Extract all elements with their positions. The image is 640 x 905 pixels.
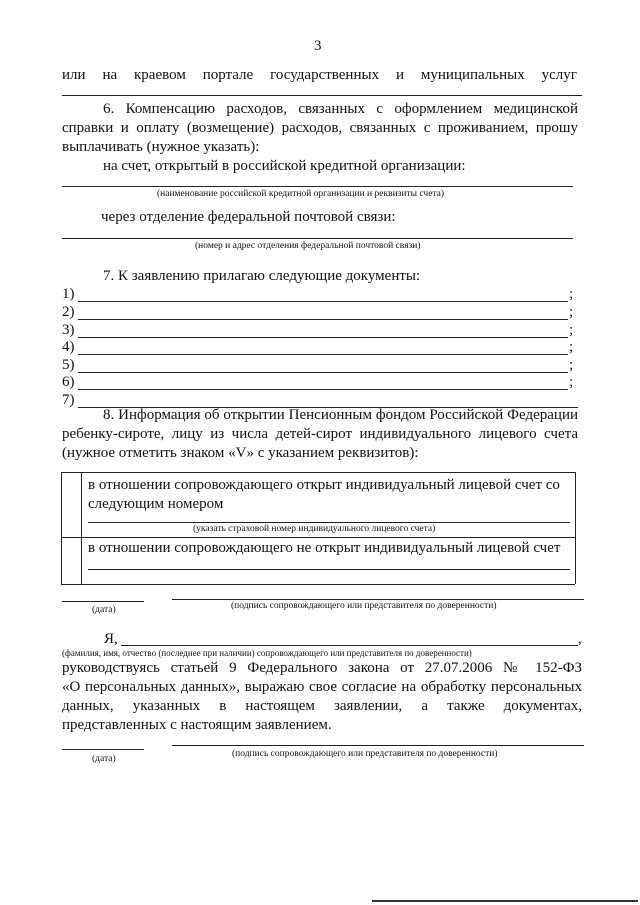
header-word: государственных xyxy=(270,67,380,83)
section6-line2: справки и оплату (возмещение) расходов, связанных с проживанием, прошу xyxy=(62,120,578,136)
fio-field-line[interactable] xyxy=(121,645,578,646)
document-item-line[interactable] xyxy=(78,372,568,373)
table-column-divider xyxy=(81,472,82,584)
document-item-line[interactable] xyxy=(78,301,568,302)
post-field-line[interactable] xyxy=(62,238,573,239)
table-right-border xyxy=(575,472,576,584)
sign1-line[interactable] xyxy=(172,599,584,600)
post-label: через отделение федеральной почтовой связи: xyxy=(101,209,396,225)
row1-caption: (указать страховой номер индивидуального лицевого счета) xyxy=(193,524,436,534)
section8-line3: (нужное отметить знаком «V» с указанием реквизитов): xyxy=(62,445,419,461)
section7-heading: 7. К заявлению прилагаю следующие документы: xyxy=(103,268,421,284)
document-item-line[interactable] xyxy=(78,337,568,338)
table-row-divider xyxy=(61,537,575,538)
document-item-number: 5) xyxy=(62,357,75,373)
header-word: портале xyxy=(202,67,254,83)
section8-line1: 8. Информация об открытии Пенсионным фондом Российской Федерации xyxy=(103,407,578,423)
account-field-line[interactable] xyxy=(62,186,573,187)
document-item-terminator: ; xyxy=(569,339,574,355)
date2-caption: (дата) xyxy=(92,754,116,764)
table-bottom-border xyxy=(61,584,575,585)
sign2-line[interactable] xyxy=(172,745,584,746)
account-caption: (наименование российской кредитной организации и реквизиты счета) xyxy=(157,189,445,199)
page-number: 3 xyxy=(314,38,322,54)
header-word: краевом xyxy=(134,67,186,83)
post-caption: (номер и адрес отделения федеральной почтовой связи) xyxy=(195,241,421,251)
section6-line1: 6. Компенсацию расходов, связанных с оформлением медицинской xyxy=(103,101,578,117)
fio-caption: (фамилия, имя, отчество (последнее при наличии) сопровождающего или представителя по доверенности) xyxy=(62,648,472,658)
date2-line[interactable] xyxy=(62,749,144,750)
consent-line2: «О персональных данных», выражаю свое согласие на обработку персональных xyxy=(62,679,582,695)
consent-line1: руководствуясь статьей 9 Федерального закона от 27.07.2006 № 152-ФЗ xyxy=(62,660,582,676)
section8-line2: ребенку-сироте, лицу из числа детей-сирот индивидуального лицевого счета xyxy=(62,426,578,442)
checkbox-not-opened[interactable] xyxy=(62,538,81,584)
section6-line3: выплачивать (нужное указать): xyxy=(62,139,260,155)
date1-caption: (дата) xyxy=(92,605,116,615)
row2-text: в отношении сопровождающего не открыт индивидуальный лицевой счет xyxy=(88,540,561,556)
document-item-number: 4) xyxy=(62,339,75,355)
consent-line3: данных, указанных в настоящем заявлении, а также документах, xyxy=(62,698,582,714)
account-label: на счет, открытый в российской кредитной организации: xyxy=(103,158,466,174)
document-item-number: 7) xyxy=(62,392,75,408)
header-word: на xyxy=(102,67,118,83)
header-line xyxy=(62,67,577,84)
snils-field-line[interactable] xyxy=(88,522,570,523)
scan-edge-line xyxy=(372,900,638,902)
sign1-caption: (подпись сопровождающего или представителя по доверенности) xyxy=(231,601,497,611)
consent-ya: Я, xyxy=(104,631,118,647)
document-item-line[interactable] xyxy=(78,319,568,320)
row2-field-line[interactable] xyxy=(88,569,570,570)
document-item-terminator: ; xyxy=(569,374,574,390)
consent-line4: представленных с настоящим заявлением. xyxy=(62,717,332,733)
sign2-caption: (подпись сопровождающего или представителя по доверенности) xyxy=(232,749,498,759)
row1-line1: в отношении сопровождающего открыт индивидуальный лицевой счет со xyxy=(88,477,560,493)
document-item-number: 1) xyxy=(62,286,75,302)
row1-line2: следующим номером xyxy=(88,496,224,512)
document-item-terminator: ; xyxy=(569,322,574,338)
header-word: или xyxy=(62,67,86,83)
document-item-number: 3) xyxy=(62,322,75,338)
header-word: услуг xyxy=(541,67,577,83)
document-item-number: 6) xyxy=(62,374,75,390)
table-top-border xyxy=(61,472,575,473)
document-item-terminator: ; xyxy=(569,286,574,302)
consent-comma: , xyxy=(578,631,582,647)
checkbox-opened[interactable] xyxy=(62,473,81,537)
document-item-line[interactable] xyxy=(78,354,568,355)
header-word: муниципальных xyxy=(420,67,525,83)
header-underline xyxy=(62,95,582,96)
document-item-number: 2) xyxy=(62,304,75,320)
document-item-terminator: ; xyxy=(569,304,574,320)
date1-line[interactable] xyxy=(62,601,144,602)
document-item-terminator: ; xyxy=(569,357,574,373)
header-word: и xyxy=(395,67,404,83)
document-item-line[interactable] xyxy=(78,389,568,390)
